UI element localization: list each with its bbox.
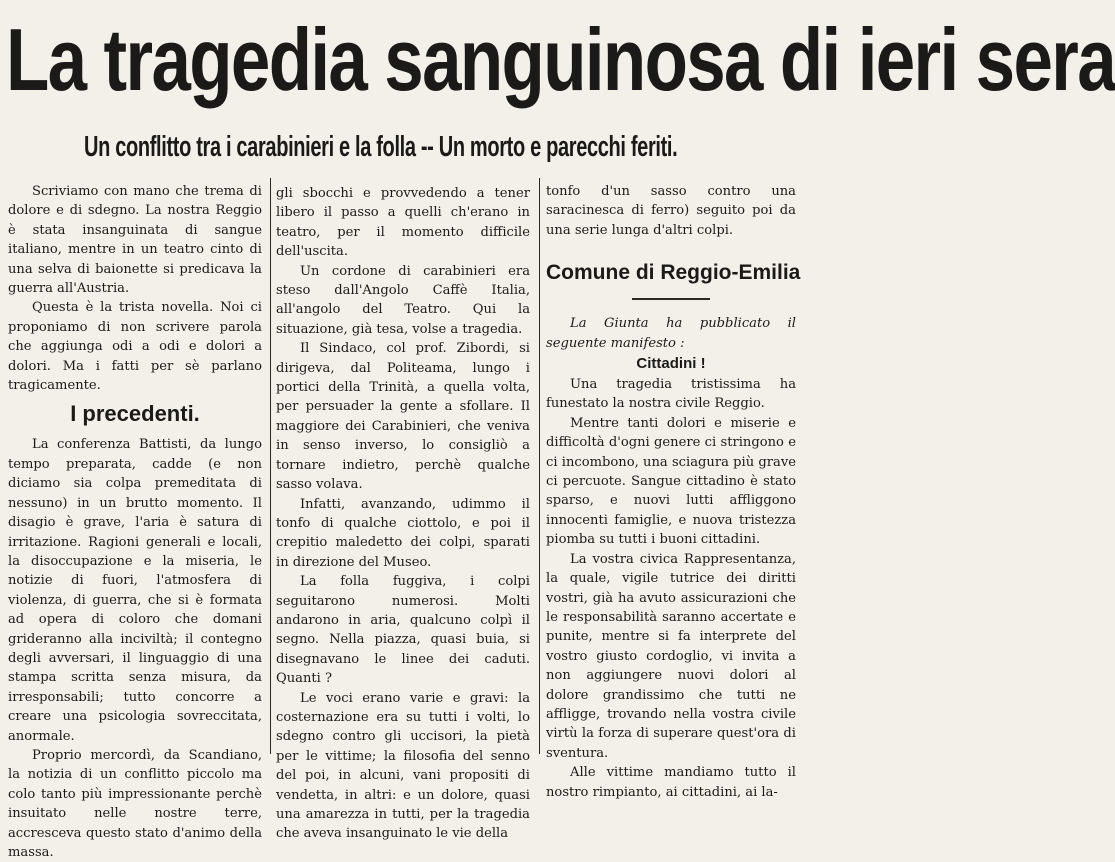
section-rule <box>632 298 710 300</box>
article-column-2 <box>276 184 530 842</box>
article-column-3 <box>546 182 801 800</box>
paragraph: La folla fuggiva, i colpi seguitarono numerosi. Molti andarono in aria, qualcuno colpì il segno. Nella piazza, quasi buia, si disegnavano le linee dei caduti. Quanti ? <box>276 574 530 687</box>
article-column-1 <box>8 182 262 860</box>
paragraph: Un cordone di carabinieri era steso dall'Angolo Caffè Italia, all'angolo del Teatro. Qui la situazione, già tesa, volse a tragedia. <box>276 263 530 337</box>
paragraph: Questa è la trista novella. Noi ci proponiamo di non scrivere parola che aggiunga odi a odi e dolori a dolori. Ma i fatti per sè parlano tragicamente. <box>8 300 262 394</box>
paragraph: Le voci erano varie e gravi: la costernazione era su tutti i volti, lo sdegno contro gli uccisori, la pietà per le vittime; la filosofia del senno del poi, in alcuni, vani propositi di vendetta, in altri: e un dolore, quasi una amarezza in tutti, per la tragedia che aveva insanguinato le vie della <box>276 690 530 842</box>
paragraph: gli sbocchi e provvedendo a tener libero il passo a quelli ch'erano in teatro, per il momento difficile dell'uscita. <box>276 186 530 260</box>
paragraph: La vostra civica Rappresentanza, la quale, vigile tutrice dei diritti vostri, già ha avuto assicurazioni che le responsabilità saranno accertate e punite, mentre si fa interprete del vostro giusto cordoglio, vi invita a non aggiungere nuovi dolori al dolore grandissimo che tutti ne affligge, trovando nella vostra civile virtù la forza di superare quest'ora di sventura. <box>546 551 796 761</box>
paragraph: Alle vittime mandiamo tutto il nostro rimpianto, ai cittadini, ai la- <box>546 765 796 800</box>
headline: La tragedia sanguinosa di ieri sera <box>6 10 1115 109</box>
paragraph: tonfo d'un sasso contro una saracinesca di ferro) seguito poi da una serie lunga d'altri colpi. <box>546 184 796 238</box>
section-title-comune: Comune di Reggio-Emilia <box>546 261 801 285</box>
paragraph: Scriviamo con mano che trema di dolore e di sdegno. La nostra Reggio è stata insanguinata di sangue italiano, mentre in un teatro cinto di una selva di baionette si predicava la guerra all'Austria. <box>8 184 262 297</box>
paragraph: La conferenza Battisti, da lungo tempo preparata, cadde (e non diciamo sia colpa premeditata di nessuno) in un brutto momento. Il disagio è grave, l'aria è satura di irritazione. Ragioni generali e locali, la disoccupazione e la miseria, le notizie di fuori, l'atmosfera di violenza, di guerra, che si è formata ad opera di coloro che domani grideranno alla inciviltà; il contegno degli avversari, il linguaggio di una stampa scritta senza misura, da irresponsabili; tutto concorre a creare una psicologia sovreccitata, anormale. <box>8 437 262 744</box>
paragraph: Proprio mercordì, da Scandiano, la notizia di un conflitto piccolo ma colo tanto più impressionante perchè insuitato nelle nostre terre, accresceva questo stato d'animo della massa. <box>8 747 262 860</box>
paragraph: Il Sindaco, col prof. Zibordi, si dirigeva, dal Politeama, lungo i portici della Trinità, a quella volta, per persuader la gente a sfollare. Il maggiore dei Carabinieri, che veniva in senso inverso, lo consigliò a tornare indietro, perchè qualche sasso volava. <box>276 341 530 493</box>
paragraph: Infatti, avanzando, udimmo il tonfo di qualche ciottolo, e poi il crepitio maledetto dei colpi, sparati in direzione del Museo. <box>276 496 530 570</box>
column-divider-right <box>539 178 540 754</box>
paragraph: Una tragedia tristissima ha funestato la nostra civile Reggio. <box>546 377 796 412</box>
manifesto-heading: Cittadini ! <box>636 355 706 373</box>
section-title: I precedenti. <box>70 401 200 427</box>
paragraph: Mentre tanti dolori e miserie e difficoltà d'ogni genere ci stringono e ci incombono, una sciagura più grave ci percuote. Sangue cittadino è stato sparso, e nuovi lutti affliggono innocenti famiglie, e nuova tristezza piomba su tutti i buoni cittadini. <box>546 415 796 548</box>
manifesto-intro: La Giunta ha pubblicato il seguente manifesto : <box>546 316 796 351</box>
column-divider-left <box>270 178 271 754</box>
subheadline: Un conflitto tra i carabinieri e la folla -- Un morto e parecchi feriti. <box>84 131 678 163</box>
